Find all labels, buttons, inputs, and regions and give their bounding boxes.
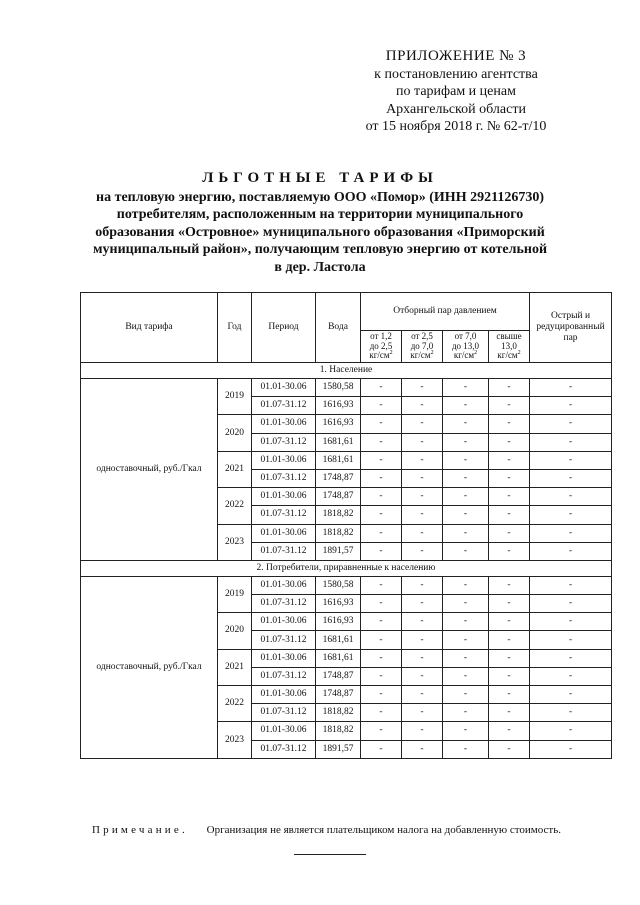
- steam-cell: -: [361, 488, 402, 506]
- steam-cell: -: [443, 631, 489, 649]
- sharp-steam-cell: -: [530, 506, 612, 524]
- period-cell: 01.01-30.06: [252, 379, 316, 397]
- period-cell: 01.07-31.12: [252, 542, 316, 560]
- header-tariff-type: Вид тарифа: [81, 293, 218, 363]
- pressure-line2: до 7,0: [410, 340, 434, 351]
- water-cell: 1616,93: [316, 415, 361, 433]
- steam-cell: -: [402, 524, 443, 542]
- period-cell: 01.01-30.06: [252, 524, 316, 542]
- water-cell: 1681,61: [316, 433, 361, 451]
- pressure-unit: [445, 351, 486, 361]
- tariff-table: [80, 292, 612, 759]
- steam-cell: -: [489, 379, 530, 397]
- period-cell: 01.07-31.12: [252, 740, 316, 758]
- document-title: ЛЬГОТНЫЕ ТАРИФЫ: [202, 170, 438, 186]
- steam-cell: -: [361, 451, 402, 469]
- appendix-line: к постановлению агентства: [374, 66, 538, 82]
- steam-cell: -: [489, 740, 530, 758]
- steam-cell: -: [489, 667, 530, 685]
- steam-cell: -: [443, 451, 489, 469]
- steam-cell: -: [361, 542, 402, 560]
- steam-cell: -: [402, 488, 443, 506]
- year-cell: 2023: [218, 524, 252, 560]
- heading-line: образования «Островное» муниципального образования «Приморский: [95, 224, 545, 240]
- steam-cell: -: [361, 740, 402, 758]
- pressure-unit-text: кг/см: [497, 350, 518, 361]
- steam-cell: -: [361, 686, 402, 704]
- sharp-steam-cell: -: [530, 542, 612, 560]
- steam-cell: -: [402, 397, 443, 415]
- water-cell: 1818,82: [316, 506, 361, 524]
- pressure-unit: [363, 351, 399, 361]
- steam-cell: -: [402, 613, 443, 631]
- year-cell: 2020: [218, 613, 252, 649]
- period-cell: 01.07-31.12: [252, 595, 316, 613]
- steam-cell: -: [489, 613, 530, 631]
- steam-cell: -: [361, 631, 402, 649]
- header-sharp-steam: Острый и редуцированный пар: [530, 293, 612, 363]
- section-row: [81, 363, 612, 379]
- header-period: Период: [252, 293, 316, 363]
- water-cell: 1748,87: [316, 488, 361, 506]
- sharp-steam-cell: -: [530, 704, 612, 722]
- steam-cell: -: [402, 542, 443, 560]
- year-cell: 2022: [218, 488, 252, 524]
- water-cell: 1580,58: [316, 576, 361, 594]
- steam-cell: -: [443, 506, 489, 524]
- water-cell: 1748,87: [316, 469, 361, 487]
- water-cell: 1580,58: [316, 379, 361, 397]
- heading-line: потребителям, расположенным на территории муниципального: [116, 207, 524, 222]
- steam-cell: -: [402, 379, 443, 397]
- footnote-label: Примечание.: [92, 824, 188, 836]
- steam-cell: -: [361, 649, 402, 667]
- steam-cell: -: [489, 722, 530, 740]
- period-cell: 01.01-30.06: [252, 451, 316, 469]
- sharp-steam-cell: -: [530, 649, 612, 667]
- pressure-line1: от 7,0: [454, 331, 477, 342]
- tariff-type-cell: одноставочный, руб./Гкал: [81, 379, 218, 561]
- sharp-steam-cell: -: [530, 397, 612, 415]
- water-cell: 1616,93: [316, 595, 361, 613]
- sharp-steam-cell: -: [530, 379, 612, 397]
- period-cell: 01.07-31.12: [252, 631, 316, 649]
- steam-cell: -: [489, 576, 530, 594]
- steam-cell: -: [443, 686, 489, 704]
- pressure-unit-text: кг/см: [453, 350, 475, 361]
- water-cell: 1818,82: [316, 722, 361, 740]
- sharp-steam-cell: -: [530, 722, 612, 740]
- sharp-steam-cell: -: [530, 631, 612, 649]
- pressure-line2: до 13,0: [451, 340, 480, 351]
- period-cell: 01.01-30.06: [252, 649, 316, 667]
- header-pressure-2: [402, 331, 443, 363]
- steam-cell: -: [443, 415, 489, 433]
- period-cell: 01.01-30.06: [252, 576, 316, 594]
- steam-cell: -: [443, 379, 489, 397]
- table-row: [81, 576, 612, 594]
- steam-cell: -: [489, 524, 530, 542]
- steam-cell: -: [402, 451, 443, 469]
- sharp-steam-cell: -: [530, 576, 612, 594]
- sharp-steam-cell: -: [530, 415, 612, 433]
- pressure-line1: от 2,5: [411, 331, 433, 342]
- period-cell: 01.01-30.06: [252, 686, 316, 704]
- header-year: Год: [218, 293, 252, 363]
- water-cell: 1818,82: [316, 524, 361, 542]
- steam-cell: -: [443, 576, 489, 594]
- heading-line: муниципальный район», получающим тепловую энергию от котельной: [92, 242, 548, 257]
- steam-cell: -: [361, 722, 402, 740]
- period-cell: 01.07-31.12: [252, 397, 316, 415]
- water-cell: 1891,57: [316, 542, 361, 560]
- tariff-body: [81, 363, 612, 759]
- heading-line: в дер. Ластола: [274, 259, 366, 275]
- steam-cell: -: [443, 704, 489, 722]
- steam-cell: -: [443, 542, 489, 560]
- steam-cell: -: [361, 397, 402, 415]
- sharp-steam-cell: -: [530, 667, 612, 685]
- sharp-steam-cell: -: [530, 451, 612, 469]
- sharp-steam-cell: -: [530, 740, 612, 758]
- steam-cell: -: [402, 722, 443, 740]
- steam-cell: -: [443, 433, 489, 451]
- steam-cell: -: [361, 469, 402, 487]
- table-row: [81, 379, 612, 397]
- sharp-steam-cell: -: [530, 613, 612, 631]
- steam-cell: -: [443, 488, 489, 506]
- steam-cell: -: [361, 595, 402, 613]
- steam-cell: -: [489, 542, 530, 560]
- period-cell: 01.01-30.06: [252, 488, 316, 506]
- steam-cell: -: [489, 415, 530, 433]
- appendix-title: ПРИЛОЖЕНИЕ № 3: [385, 48, 527, 64]
- year-cell: 2020: [218, 415, 252, 451]
- period-cell: 01.07-31.12: [252, 506, 316, 524]
- footnote: [92, 823, 612, 837]
- steam-cell: -: [402, 649, 443, 667]
- period-cell: 01.01-30.06: [252, 613, 316, 631]
- steam-cell: -: [361, 613, 402, 631]
- steam-cell: -: [361, 576, 402, 594]
- steam-cell: -: [489, 433, 530, 451]
- pressure-unit-exp: 2: [474, 350, 478, 357]
- steam-cell: -: [443, 667, 489, 685]
- steam-cell: -: [402, 704, 443, 722]
- steam-cell: -: [402, 686, 443, 704]
- pressure-unit: [404, 351, 440, 361]
- pressure-line1: от 1,2: [370, 331, 392, 342]
- appendix-line: Архангельской области: [386, 101, 526, 117]
- period-cell: 01.07-31.12: [252, 667, 316, 685]
- water-cell: 1818,82: [316, 704, 361, 722]
- section-title: 1. Население: [81, 363, 612, 379]
- sharp-steam-cell: -: [530, 524, 612, 542]
- water-cell: 1681,61: [316, 451, 361, 469]
- steam-cell: -: [443, 613, 489, 631]
- document-heading: [60, 170, 580, 276]
- period-cell: 01.07-31.12: [252, 469, 316, 487]
- section-title: 2. Потребители, приравненные к населению: [81, 560, 612, 576]
- header-water: Вода: [316, 293, 361, 363]
- steam-cell: -: [402, 506, 443, 524]
- steam-cell: -: [443, 595, 489, 613]
- steam-cell: -: [443, 524, 489, 542]
- year-cell: 2019: [218, 576, 252, 612]
- period-cell: 01.01-30.06: [252, 722, 316, 740]
- year-cell: 2021: [218, 451, 252, 487]
- steam-cell: -: [361, 704, 402, 722]
- water-cell: 1681,61: [316, 649, 361, 667]
- water-cell: 1616,93: [316, 397, 361, 415]
- steam-cell: -: [361, 433, 402, 451]
- appendix-line: от 15 ноября 2018 г. № 62-т/10: [365, 119, 547, 134]
- steam-cell: -: [443, 722, 489, 740]
- header-pressure-4: [489, 331, 530, 363]
- pressure-unit-text: кг/см: [410, 350, 431, 361]
- pressure-line2: до 2,5: [369, 340, 393, 351]
- sharp-steam-cell: -: [530, 488, 612, 506]
- sharp-steam-cell: -: [530, 433, 612, 451]
- steam-cell: -: [489, 397, 530, 415]
- tariff-type-cell: одноставочный, руб./Гкал: [81, 576, 218, 758]
- pressure-unit-exp: 2: [517, 350, 521, 357]
- steam-cell: -: [443, 649, 489, 667]
- steam-cell: -: [402, 631, 443, 649]
- sharp-steam-cell: -: [530, 686, 612, 704]
- steam-cell: -: [402, 595, 443, 613]
- pressure-unit: [491, 351, 527, 361]
- header-pressure-3: [443, 331, 489, 363]
- steam-cell: -: [443, 397, 489, 415]
- pressure-unit-exp: 2: [389, 350, 393, 357]
- pressure-line2: 13,0: [501, 340, 517, 351]
- header-steam-group: Отборный пар давлением: [361, 293, 530, 331]
- steam-cell: -: [443, 469, 489, 487]
- steam-cell: -: [402, 576, 443, 594]
- pressure-unit-exp: 2: [430, 350, 434, 357]
- sharp-steam-cell: -: [530, 469, 612, 487]
- water-cell: 1748,87: [316, 667, 361, 685]
- pressure-line1: свыше: [496, 331, 522, 342]
- year-cell: 2023: [218, 722, 252, 758]
- year-cell: 2021: [218, 649, 252, 685]
- footnote-text: Организация не является плательщиком налога на добавленную стоимость.: [206, 824, 561, 836]
- water-cell: 1616,93: [316, 613, 361, 631]
- heading-line: на тепловую энергию, поставляемую ООО «Помор» (ИНН 2921126730): [96, 189, 544, 205]
- steam-cell: -: [402, 740, 443, 758]
- sharp-steam-cell: -: [530, 595, 612, 613]
- steam-cell: -: [489, 506, 530, 524]
- period-cell: 01.07-31.12: [252, 704, 316, 722]
- steam-cell: -: [361, 667, 402, 685]
- steam-cell: -: [402, 667, 443, 685]
- steam-cell: -: [489, 488, 530, 506]
- steam-cell: -: [402, 433, 443, 451]
- steam-cell: -: [489, 649, 530, 667]
- steam-cell: -: [361, 415, 402, 433]
- steam-cell: -: [361, 524, 402, 542]
- year-cell: 2019: [218, 379, 252, 415]
- water-cell: 1681,61: [316, 631, 361, 649]
- steam-cell: -: [443, 740, 489, 758]
- steam-cell: -: [402, 469, 443, 487]
- steam-cell: -: [361, 506, 402, 524]
- steam-cell: -: [489, 451, 530, 469]
- period-cell: 01.01-30.06: [252, 415, 316, 433]
- steam-cell: -: [489, 704, 530, 722]
- water-cell: 1748,87: [316, 686, 361, 704]
- year-cell: 2022: [218, 686, 252, 722]
- steam-cell: -: [489, 595, 530, 613]
- pressure-unit-text: кг/см: [369, 350, 390, 361]
- water-cell: 1891,57: [316, 740, 361, 758]
- bottom-rule: [294, 854, 366, 855]
- steam-cell: -: [489, 686, 530, 704]
- section-row: [81, 560, 612, 576]
- appendix-block: [340, 48, 572, 136]
- appendix-line: по тарифам и ценам: [396, 84, 516, 99]
- header-pressure-1: [361, 331, 402, 363]
- steam-cell: -: [489, 631, 530, 649]
- steam-cell: -: [361, 379, 402, 397]
- steam-cell: -: [402, 415, 443, 433]
- steam-cell: -: [489, 469, 530, 487]
- period-cell: 01.07-31.12: [252, 433, 316, 451]
